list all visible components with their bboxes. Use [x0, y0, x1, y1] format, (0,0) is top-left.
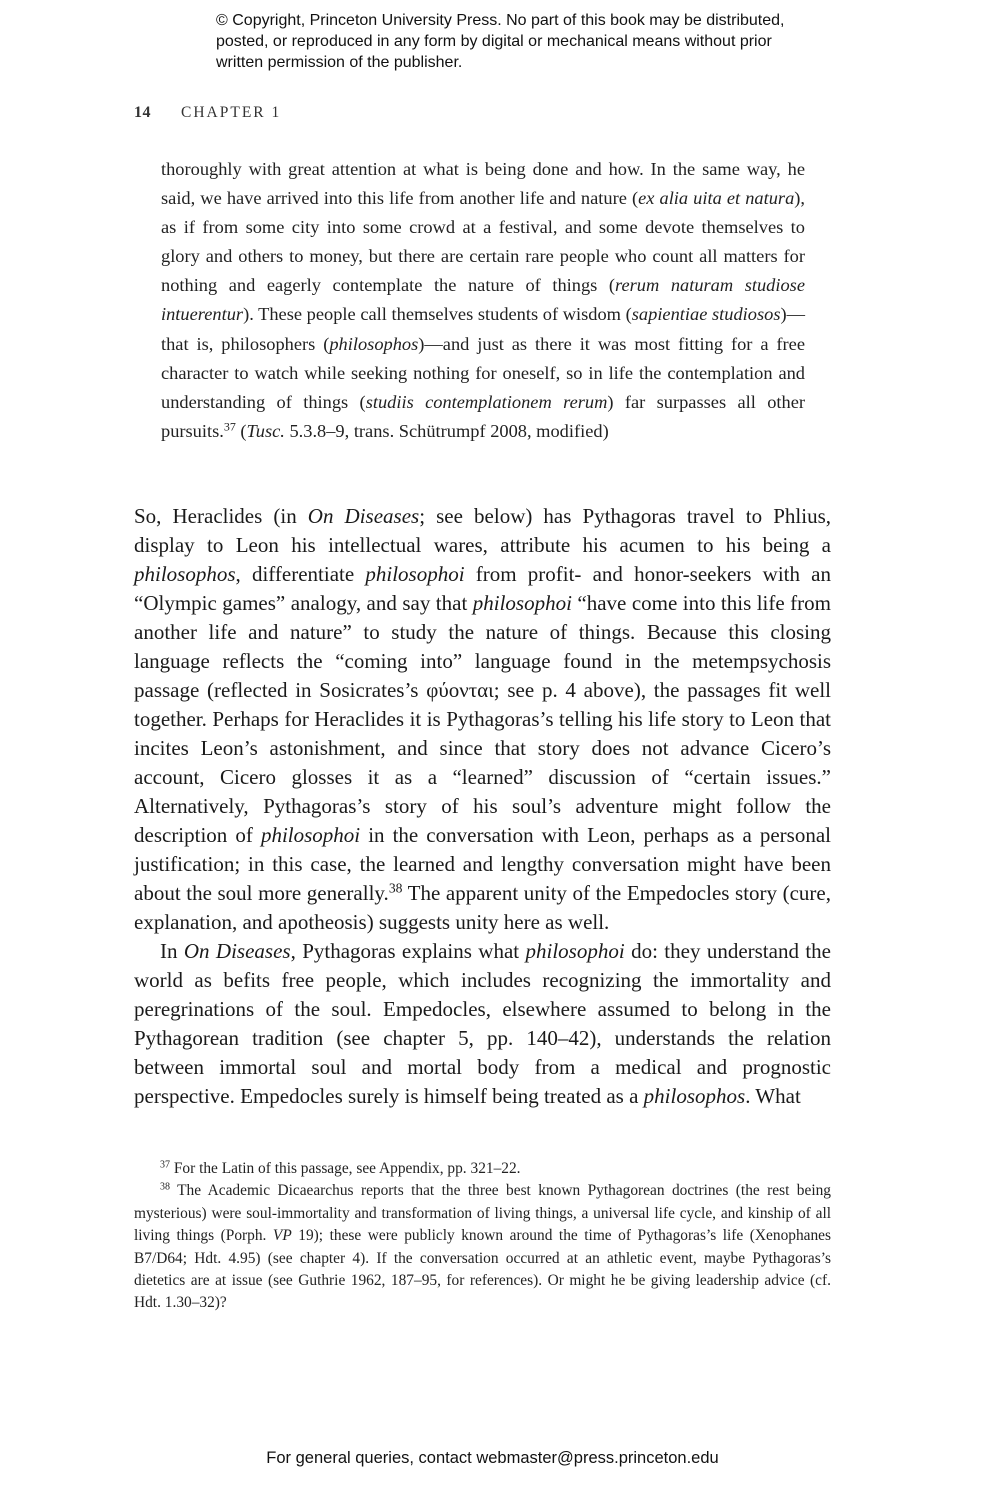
- page-number: 14: [134, 104, 151, 121]
- title-italic: On Diseases: [183, 939, 291, 963]
- footnote-text: 19); these were publicly known around the time of Pythagoras’s life (Xenophanes B7/D64; Hdt. 4.95) (see chapter 4). If the conversation occurred at an athletic event, maybe Pythagoras’s dietetics are at issue (see Guthrie 1962, 187–95, for references). Or might he be giving leadership advice (cf. Hdt. 1.30–32)?: [134, 1227, 832, 1312]
- term-italic: philosophoi: [365, 562, 465, 586]
- quote-text: )—that is, philosophers (: [161, 304, 805, 354]
- body-text: do: they understand the world as befits free people, which includes recognizing the immortality and peregrinations of the soul. Empedocles, elsewhere assumed to belong in the Pythagorean tradition (see chapter 5, pp. 140–42), understands the relation between immortal soul and mortal body from a medical and prognostic perspective. Empedocles surely is himself being treated as a: [134, 939, 831, 1108]
- quote-latin: studiis contemplationem rerum: [365, 391, 608, 412]
- footnote-italic: VP: [272, 1227, 292, 1245]
- footnote-number: 37: [160, 1159, 170, 1171]
- term-italic: philosophos: [643, 1084, 746, 1108]
- paragraph-2: [134, 937, 831, 1111]
- body-text: , differentiate: [235, 562, 366, 586]
- footnote-text: For the Latin of this passage, see Appendix, pp. 321–22.: [170, 1160, 521, 1177]
- quote-text: ) far surpasses all other pursuits.: [161, 391, 805, 441]
- quote-text: ). These people call themselves students of wisdom (: [243, 304, 632, 325]
- footnote-38: [134, 1180, 831, 1314]
- running-head: [134, 104, 281, 122]
- quote-latin: rerum naturam studiose intuerentur: [161, 275, 805, 325]
- main-text: [134, 502, 831, 1111]
- quote-latin: philosophos: [329, 333, 419, 354]
- body-text: in the conversation with Leon, perhaps as a personal justification; in this case, the learned and lengthy conversation might have been about the soul more generally.: [134, 823, 831, 905]
- quote-text: ), as if from some city into some crowd at a festival, and some devote themselves to glory and others to money, but there are certain rare people who count all matters for nothing and eagerly contemplate the nature of things (: [161, 188, 805, 296]
- quote-latin: ex alia uita et natura: [638, 188, 795, 209]
- body-text: . What: [745, 1084, 801, 1108]
- term-italic: philosophoi: [525, 939, 625, 963]
- body-text: The apparent unity of the Empedocles story (cure, explanation, and apotheosis) suggests unity here as well.: [134, 881, 831, 934]
- quote-latin: sapientiae studiosos: [631, 304, 781, 325]
- quote-text: (: [235, 420, 247, 441]
- footnote-ref-38: 38: [388, 880, 403, 896]
- footer-contact: For general queries, contact webmaster@press.princeton.edu: [266, 1449, 719, 1467]
- term-italic: philosophoi: [260, 823, 361, 847]
- chapter-label: CHAPTER 1: [181, 104, 282, 121]
- term-italic: philosophoi: [472, 591, 572, 615]
- body-text: So, Heraclides (in: [134, 504, 308, 528]
- copyright-notice: © Copyright, Princeton University Press. No part of this book may be distributed, posted, or reproduced in any form by digital or mechanical means without prior written permission of the publisher.: [216, 12, 785, 71]
- quote-text: thoroughly with great attention at what is being done and how. In the same way, he said, we have arrived into this life from another life and nature (: [161, 159, 805, 209]
- footnotes: [134, 1158, 831, 1315]
- footnote-37: [134, 1158, 831, 1180]
- body-text: “have come into this life from another life and nature” to study the nature of things. Because this closing language reflects the “coming into” language found in the metempsychosis passage (reflected in Sosicrates’s φύονται; see p. 4 above), the passages fit well together. Perhaps for Heraclides it is Pythagoras’s telling his life story to Leon that incites Leon’s astonishment, and since that story does not advance Cicero’s account, Cicero glosses it as a “learned” discussion of “certain issues.” Alternatively, Pythagoras’s story of his soul’s adventure might follow the description of: [134, 591, 831, 847]
- body-text: ; see below) has Pythagoras travel to Phlius, display to Leon his intellectual wares, attribute his acumen to his being a: [134, 504, 832, 557]
- body-text: In: [160, 939, 184, 963]
- block-quote: [161, 155, 805, 446]
- term-italic: philosophos: [134, 562, 236, 586]
- footnote-number: 38: [160, 1181, 170, 1193]
- body-text: , Pythagoras explains what: [290, 939, 526, 963]
- quote-citation: Tusc.: [246, 420, 285, 441]
- quote-text: )—and just as there it was most fitting for a free character to watch while seeking nothing for oneself, so in life the contemplation and understanding of things (: [161, 333, 805, 412]
- footnote-text: The Academic Dicaearchus reports that the three best known Pythagorean doctrines (the rest being mysterious) were soul-immortality and transformation of living things, a universal life cycle, and kinship of all living things (Porph.: [134, 1182, 831, 1245]
- paragraph-1: [134, 502, 831, 937]
- title-italic: On Diseases: [307, 504, 420, 528]
- body-text: from profit- and honor-seekers with an “Olympic games” analogy, and say that: [134, 562, 831, 615]
- quote-text: 5.3.8–9, trans. Schütrumpf 2008, modified): [284, 420, 609, 441]
- footnote-ref-37: 37: [223, 419, 236, 434]
